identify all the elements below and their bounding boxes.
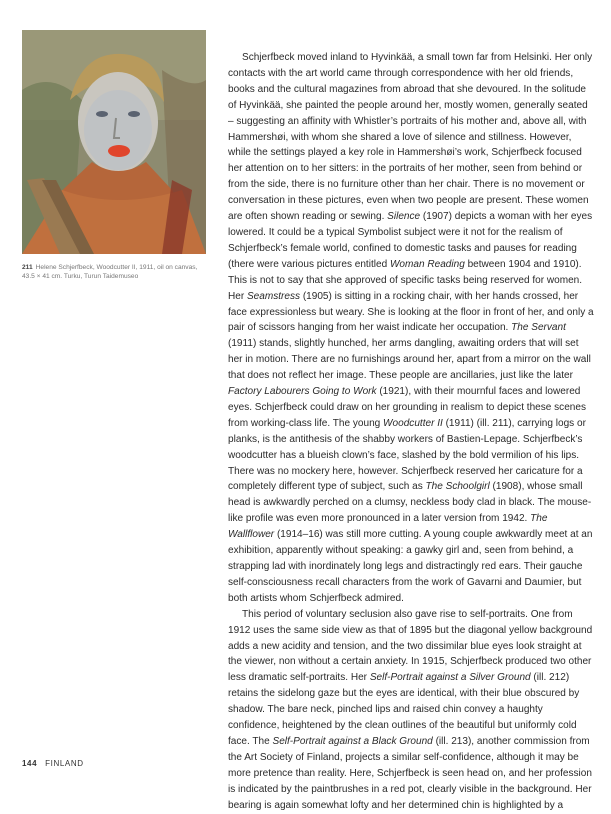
artwork-title: Silence bbox=[387, 211, 421, 223]
text-run: (1907) depicts a woman with her eyes lowered. It could be a typical Symbolist subject were it not for the realism of Schjerfbeck’s female world, confined to domestic tasks and pauses for reading (there were various pictures entitled bbox=[228, 211, 593, 270]
text-run: (ill. 212) retains the sidelong gaze but the eyes are identical, with their blue obscured by shadow. The bare neck, pinched lips and raised chin convey a haughty confidence, heightened by the clean outlines of the beautiful but uniformly cold face. The bbox=[228, 672, 580, 747]
artwork-title: The Servant bbox=[511, 322, 566, 334]
text-run: (1921), with their mournful faces and lowered eyes. Schjerfbeck could draw on her grounding in realism to depict these scenes from working-class life. The young bbox=[228, 386, 586, 429]
artwork-title: Seamstress bbox=[246, 290, 301, 302]
text-run: (1911) stands, slightly hunched, her arms dangling, awaiting orders that will set her in motion. There are no furnishings around her, apart from a mirror on the wall that does not reflect her image. These people are ancillaries, just like the later bbox=[228, 338, 591, 382]
artwork-title: The Schoolgirl bbox=[425, 481, 490, 493]
figure-number: 211 bbox=[22, 264, 33, 271]
page-footer bbox=[22, 759, 84, 768]
artwork-title: The Wallflower bbox=[228, 513, 548, 541]
text-run: (1905) is sitting in a rocking chair, with her hands crossed, her face expressionless but weary. She is looking at the floor in front of her, and only a pair of scissors hanging from her waist indicate her occupation. bbox=[228, 290, 594, 334]
artwork-title: Self-Portrait against a Black Ground bbox=[272, 735, 433, 747]
page-number: 144 bbox=[22, 759, 38, 768]
artwork-title: Woodcutter II bbox=[383, 417, 443, 429]
text-run: This period of voluntary seclusion also gave rise to self-portraits. One from 1912 uses the same side view as that of 1895 but the diagonal yellow background adds a new acidity and tension, and the two dissimilar blue eyes look straight at the viewer, non without a certain anxiety. In 1915, Schjerfbeck produced two other less dramatic self-portraits. Her bbox=[228, 608, 593, 684]
figure-caption-text: Helene Schjerfbeck, Woodcutter II, 1911, oil on canvas, 43.5 × 41 cm. Turku, Turun Taidemuseo bbox=[22, 264, 198, 281]
figure-caption bbox=[22, 263, 212, 281]
painting-woodcutter-ii bbox=[22, 30, 206, 254]
artwork-title: Self-Portrait against a Silver Ground bbox=[369, 672, 531, 684]
text-run: (ill. 213), another commission from the Art Society of Finland, projects a similar self-confidence, although it may be more pretence than reality. Here, Schjerfbeck is seen head on, and her profession is indicated by the paintbrushes in a red pot, clearly visible in the background. Her bearing is again somewhat lofty and her determined chin is highlighted by a bbox=[228, 735, 592, 811]
text-run: between 1904 and 1910). This is not to say that she approved of specific tasks being reserved for women. Her bbox=[228, 258, 583, 302]
paragraph bbox=[228, 607, 595, 814]
text-run: (1914–16) was still more cutting. A young couple awkwardly meet at an exhibition, apparently without speaking: a gawky girl and, seen from behind, a strapping lad with inordinately long legs and distractingly red ears. Their gauche self-consciousness recall characters from the work of Gavarni and Daumier, but both artists whom Schjerfbeck admired. bbox=[228, 529, 593, 604]
paragraph bbox=[228, 50, 595, 607]
artwork-title: Factory Labourers Going to Work bbox=[228, 386, 377, 398]
body-text bbox=[228, 50, 595, 814]
section-name: FINLAND bbox=[45, 759, 84, 768]
text-run: Schjerfbeck moved inland to Hyvinkää, a small town far from Helsinki. Her only contacts with the art world came through correspondence with her old friends, books and the cultural magazines from abroad that she devoured. In the solitude of Hyvinkää, she painted the people around her, mostly women, generally seated – suggesting an affinity with Whistler’s portraits of his mother and, above all, with Hammershøi, with whom she shared a love of silence and stillness. However, while the settings played a key role in Hammershøi’s work, Schjerfbeck focused her attention on to her sitters: in the portraits of her mother, seen from behind or from the side, there is no furniture other than her chair. There is no movement or conversation in these pictures, even when two people are present. These women are often shown reading or sewing. bbox=[228, 52, 593, 223]
text-run: (1908), whose small head is awkwardly perched on a clumsy, neckless body clad in black. The mouse-like profile was even more pronounced in a later version from 1942. bbox=[228, 481, 592, 525]
artwork-title: Woman Reading bbox=[389, 258, 465, 270]
text-run: (1911) (ill. 211), carrying logs or planks, is the antithesis of the shabby workers of Bastien-Lepage. Schjerfbeck’s woodcutter has a blueish clown’s face, slashed by the bold vermilion of his lips. There was no mockery here, however. Schjerfbeck reserved her caricature for a completely different type of subject, such as bbox=[228, 417, 586, 493]
